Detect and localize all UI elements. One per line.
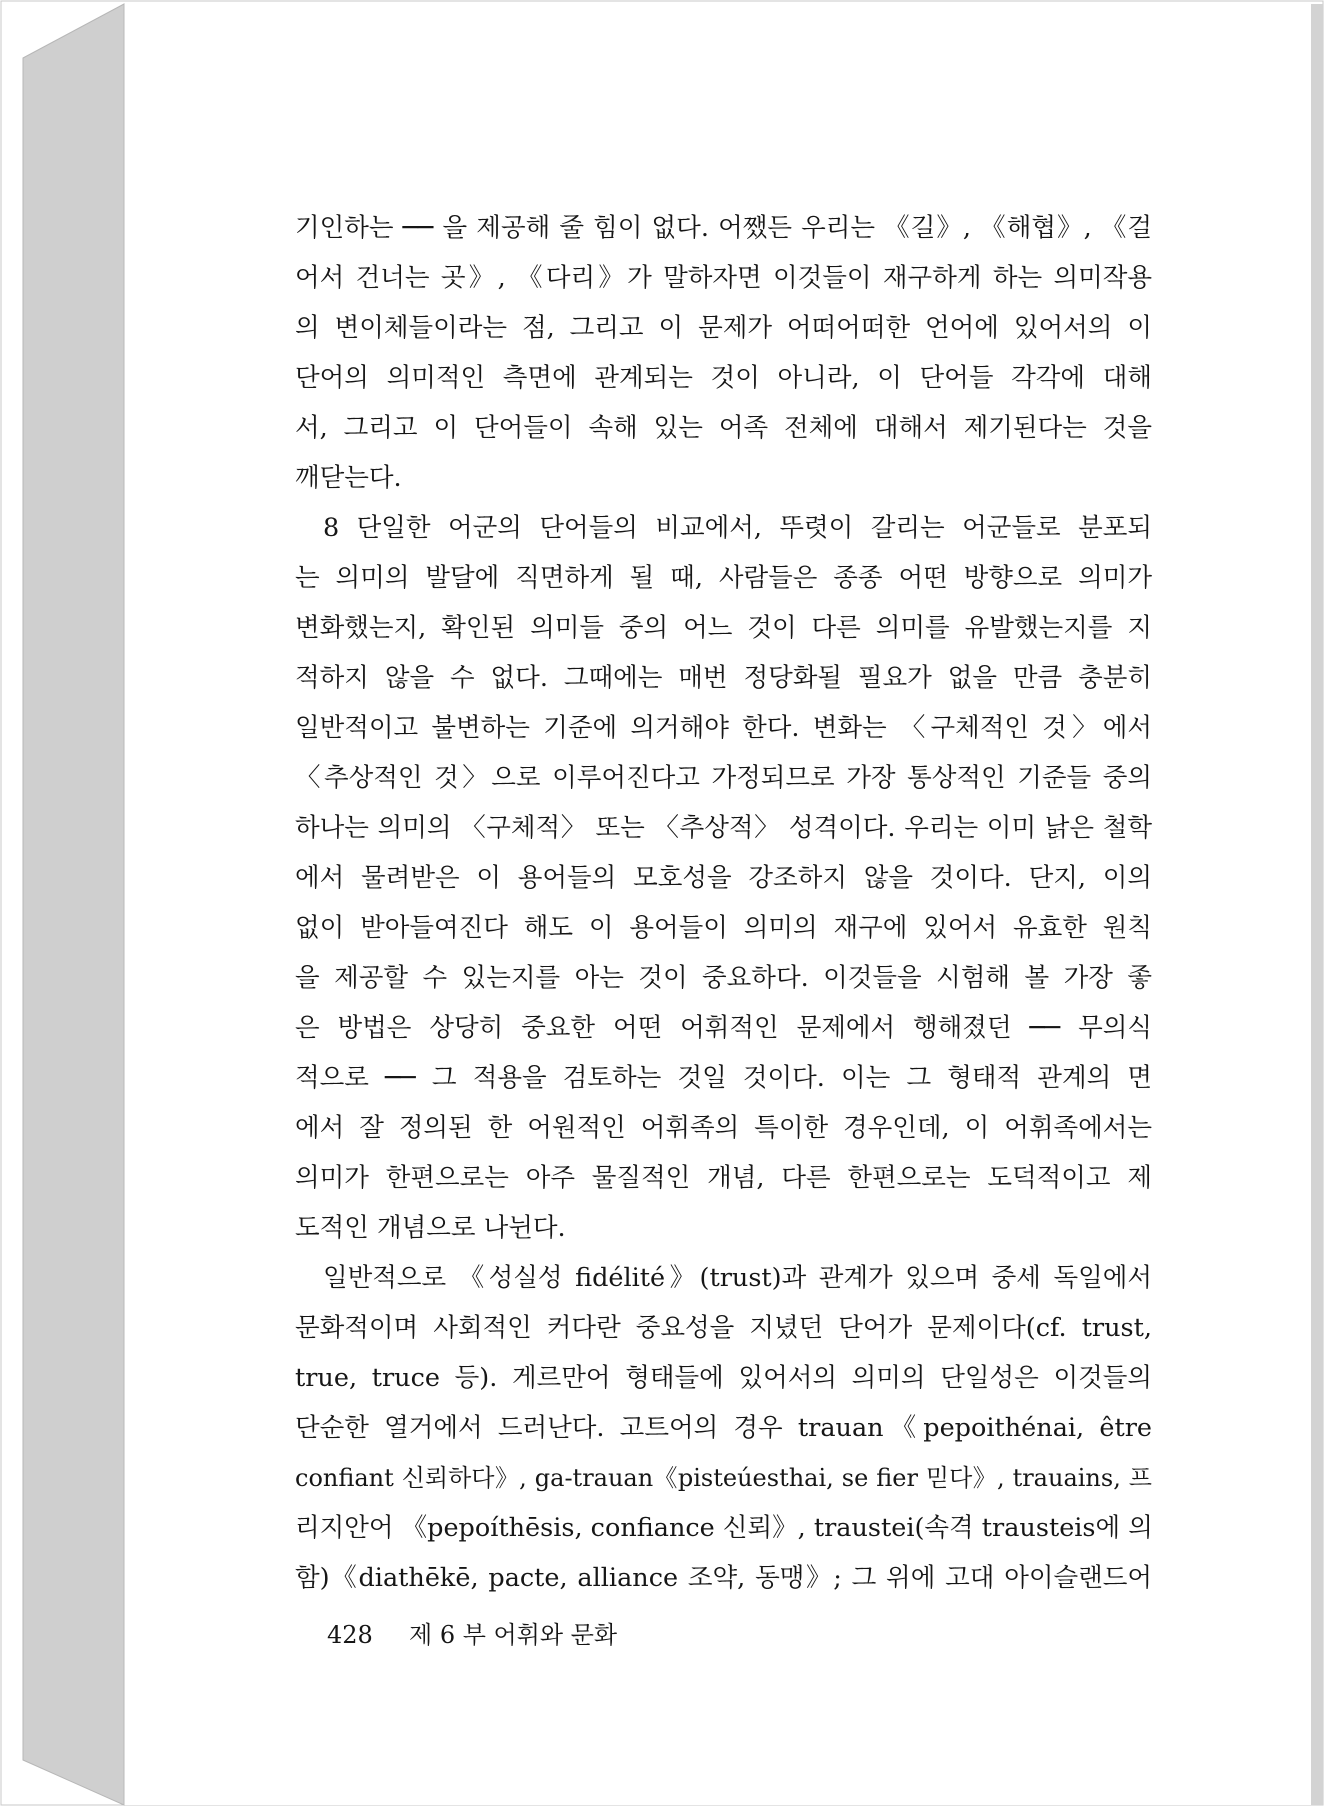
page-edge-shadow [1311,4,1323,1805]
text-line: 에서 물려받은 이 용어들의 모호성을 강조하지 않을 것이다. 단지, 이의 [295,863,1152,893]
running-section-title: 제 6 부 어휘와 문화 [409,1621,618,1649]
text-line: confiant 신뢰하다》, ga-trauan《pisteúesthai, se fier 믿다》, trauains, 프 [295,1464,1152,1492]
text-line: 8 단일한 어군의 단어들의 비교에서, 뚜렷이 갈리는 어군들로 분포되 [323,513,1152,543]
text-line: 하나는 의미의 〈구체적〉 또는 〈추상적〉 성격이다. 우리는 이미 낡은 철학 [295,813,1152,843]
text-line: true, truce 등). 게르만어 형태들에 있어서의 의미의 단일성은 이것들의 [295,1363,1152,1393]
page-footer [327,1615,617,1655]
text-line: 도적인 개념으로 나뉜다. [295,1213,566,1243]
text-line: 의 변이체들이라는 점, 그리고 이 문제가 어떠어떠한 언어에 있어서의 이 [295,313,1152,343]
text-line: 는 의미의 발달에 직면하게 될 때, 사람들은 종종 어떤 방향으로 의미가 [295,563,1152,593]
text-line: 어서 건너는 곳》, 《다리》가 말하자면 이것들이 재구하게 하는 의미작용 [295,263,1152,293]
page-number: 428 [327,1621,373,1649]
text-line: 의미가 한편으로는 아주 물질적인 개념, 다른 한편으로는 도덕적이고 제 [295,1163,1152,1193]
text-line: 문화적이며 사회적인 커다란 중요성을 지녔던 단어가 문제이다(cf. trust, [295,1313,1152,1343]
text-line: 적하지 않을 수 없다. 그때에는 매번 정당화될 필요가 없을 만큼 충분히 [295,663,1152,693]
text-line: 단어의 의미적인 측면에 관계되는 것이 아니라, 이 단어들 각각에 대해 [295,363,1152,393]
text-line: 기인하는 ── 을 제공해 줄 힘이 없다. 어쨌든 우리는 《길》, 《해협》, 《걸 [295,213,1152,243]
text-line: 변화했는지, 확인된 의미들 중의 어느 것이 다른 의미를 유발했는지를 지 [295,613,1152,643]
text-line: 에서 잘 정의된 한 어원적인 어휘족의 특이한 경우인데, 이 어휘족에서는 [295,1113,1152,1143]
book-spine [23,4,124,1805]
text-line: 없이 받아들여진다 해도 이 용어들이 의미의 재구에 있어서 유효한 원칙 [295,913,1152,943]
text-line: 일반적으로 《성실성 fidélité》(trust)과 관계가 있으며 중세 독일에서 [323,1263,1152,1293]
text-line: 적으로 ── 그 적용을 검토하는 것일 것이다. 이는 그 형태적 관계의 면 [295,1063,1152,1093]
text-line: 은 방법은 상당히 중요한 어떤 어휘적인 문제에서 행해졌던 ── 무의식 [295,1013,1152,1043]
text-line: 함)《diathēkē, pacte, alliance 조약, 동맹》; 그 위에 고대 아이슬랜드어 [295,1563,1152,1593]
text-line: 리지안어 《pepoíthēsis, confiance 신뢰》, traustei(속격 trausteis에 의 [295,1513,1153,1543]
text-line: 깨닫는다. [295,463,402,493]
text-line: 〈추상적인 것〉으로 이루어진다고 가정되므로 가장 통상적인 기준들 중의 [295,763,1152,793]
text-line: 을 제공할 수 있는지를 아는 것이 중요하다. 이것들을 시험해 볼 가장 좋 [295,963,1152,993]
text-line: 일반적이고 불변하는 기준에 의거해야 한다. 변화는 〈구체적인 것〉에서 [295,713,1152,743]
text-line: 서, 그리고 이 단어들이 속해 있는 어족 전체에 대해서 제기된다는 것을 [295,413,1152,443]
text-line: 단순한 열거에서 드러난다. 고트어의 경우 trauan《pepoithénai, être [295,1413,1152,1443]
